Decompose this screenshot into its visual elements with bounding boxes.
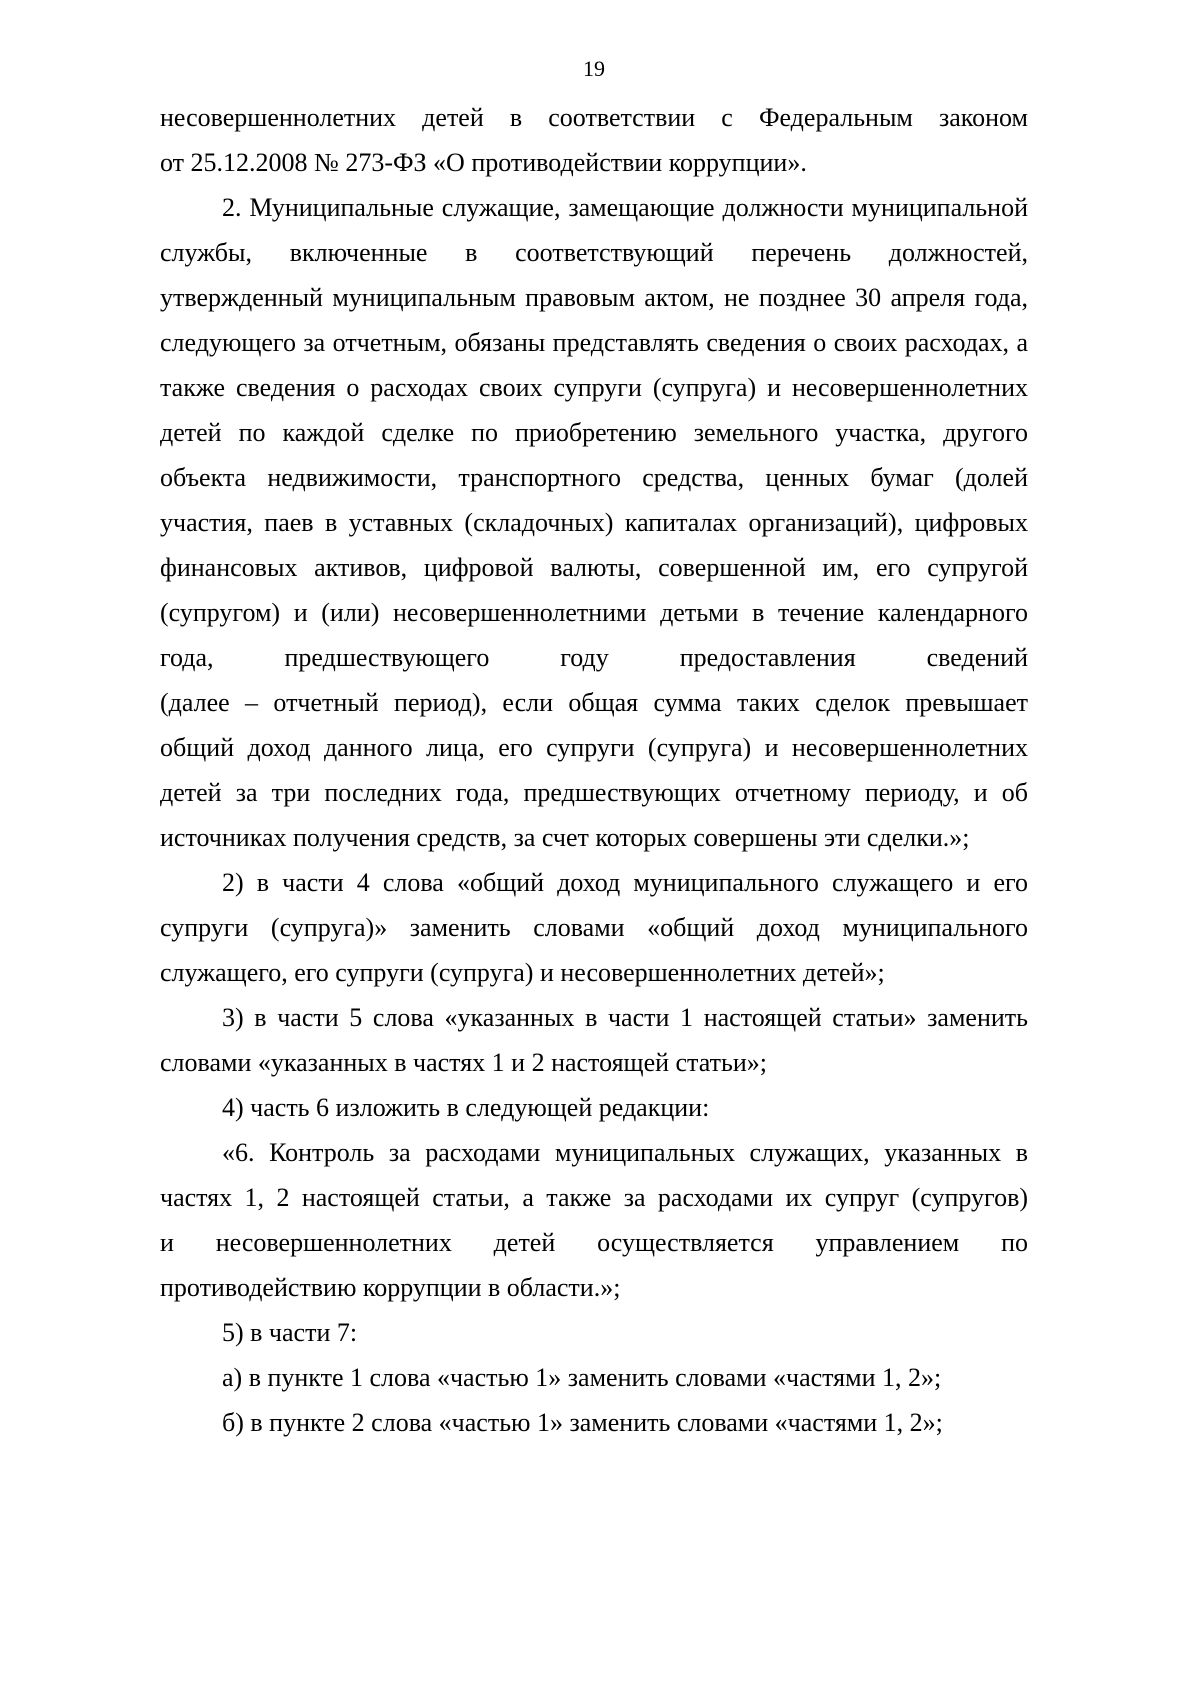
text-line: также сведения о расходах своих супруги (супруга) и несовершеннолетних <box>160 373 1028 402</box>
text-line: от 25.12.2008 № 273-ФЗ «О противодействии коррупции». <box>160 148 807 177</box>
text-line: 2) в части 4 слова «общий доход муниципального служащего и его <box>222 868 1028 897</box>
text-line: службы, включенные в соответствующий перечень должностей, <box>160 238 1028 267</box>
text-line: 4) часть 6 изложить в следующей редакции: <box>222 1093 710 1122</box>
text-line: года, предшествующего году предоставления сведений <box>160 643 1028 672</box>
text-line: а) в пункте 1 слова «частью 1» заменить словами «частями 1, 2»; <box>222 1363 942 1392</box>
text-line: и несовершеннолетних детей осуществляется управлением по <box>160 1228 1028 1257</box>
text-line: участия, паев в уставных (складочных) капиталах организаций), цифровых <box>160 508 1028 537</box>
text-line: супруги (супруга)» заменить словами «общий доход муниципального <box>160 913 1028 942</box>
text-line: несовершеннолетних детей в соответствии с Федеральным законом <box>160 103 1028 132</box>
text-line: словами «указанных в частях 1 и 2 настоящей статьи»; <box>160 1048 767 1077</box>
text-line: 2. Муниципальные служащие, замещающие должности муниципальной <box>222 193 1028 222</box>
text-line: 5) в части 7: <box>222 1318 358 1347</box>
text-line: 3) в части 5 слова «указанных в части 1 настоящей статьи» заменить <box>222 1003 1028 1032</box>
document-body <box>160 95 1028 1445</box>
text-line: противодействию коррупции в области.»; <box>160 1273 621 1302</box>
text-line: «6. Контроль за расходами муниципальных служащих, указанных в <box>222 1138 1028 1167</box>
text-line: следующего за отчетным, обязаны представлять сведения о своих расходах, а <box>160 328 1028 357</box>
text-line: детей по каждой сделке по приобретению земельного участка, другого <box>160 418 1028 447</box>
text-line: объекта недвижимости, транспортного средства, ценных бумаг (долей <box>160 463 1028 492</box>
page-number: 19 <box>583 56 605 81</box>
text-line: общий доход данного лица, его супруги (супруга) и несовершеннолетних <box>160 733 1028 762</box>
text-line: детей за три последних года, предшествующих отчетному периоду, и об <box>160 778 1028 807</box>
text-line: финансовых активов, цифровой валюты, совершенной им, его супругой <box>160 553 1028 582</box>
text-line: источниках получения средств, за счет которых совершены эти сделки.»; <box>160 823 970 852</box>
text-line: (далее – отчетный период), если общая сумма таких сделок превышает <box>160 688 1028 717</box>
text-line: служащего, его супруги (супруга) и несовершеннолетних детей»; <box>160 958 885 987</box>
text-line: б) в пункте 2 слова «частью 1» заменить словами «частями 1, 2»; <box>222 1408 943 1437</box>
text-line: утвержденный муниципальным правовым актом, не позднее 30 апреля года, <box>160 283 1028 312</box>
text-line: частях 1, 2 настоящей статьи, а также за расходами их супруг (супругов) <box>160 1183 1028 1212</box>
text-line: (супругом) и (или) несовершеннолетними детьми в течение календарного <box>160 598 1028 627</box>
